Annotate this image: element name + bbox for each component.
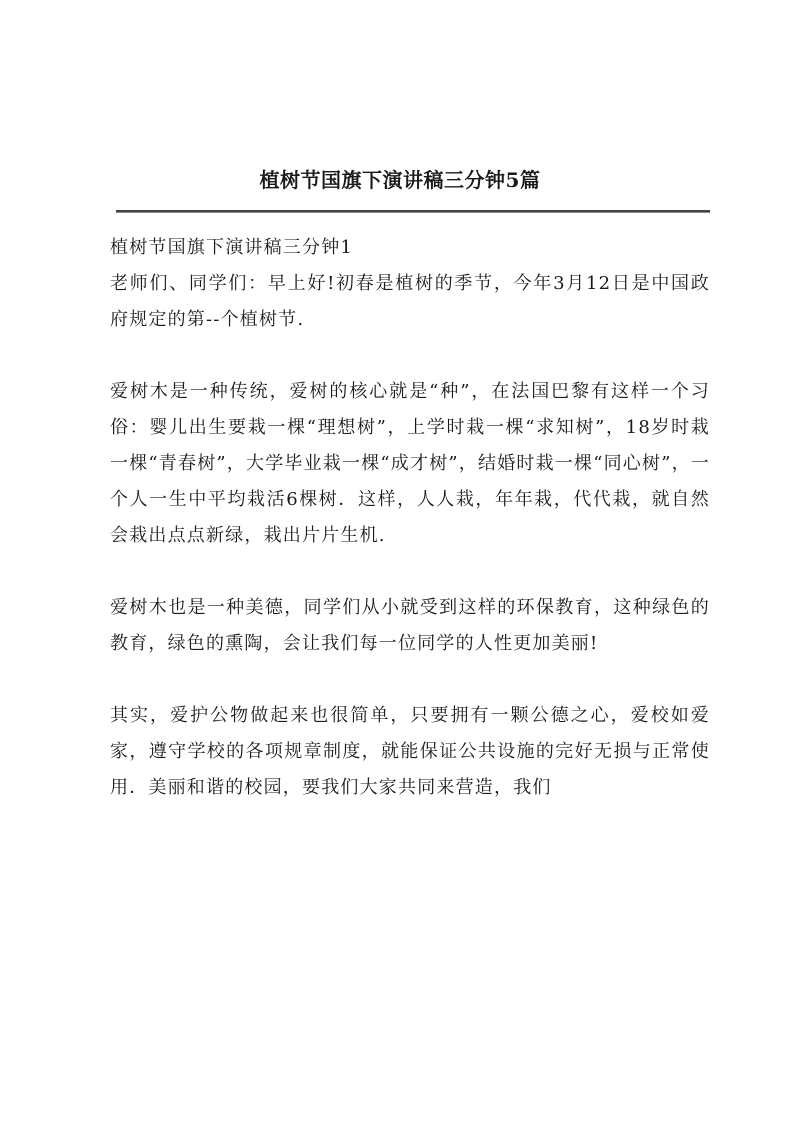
- paragraph-3: 爱树木也是一种美德，同学们从小就受到这样的环保教育，这种绿色的教育，绿色的熏陶，会让我们每一位同学的人性更加美丽!: [110, 597, 710, 654]
- section-heading: 植树节国旗下演讲稿三分钟1: [110, 237, 354, 258]
- document-title: 植树节国旗下演讲稿三分钟5篇: [259, 168, 541, 192]
- document-body: [110, 230, 710, 806]
- paragraph-1: 老师们、同学们：早上好!初春是植树的季节，今年3月12日是中国政府规定的第--个植树节.: [110, 273, 710, 330]
- paragraph-2: 爱树木是一种传统，爱树的核心就是“种”，在法国巴黎有这样一个习俗：婴儿出生要栽一棵“理想树”，上学时栽一棵“求知树”，18岁时栽一棵“青春树”，大学毕业栽一棵“成才树”，结婚时栽一棵“同心树”，一个人一生中平均栽活6棵树．这样，人人栽，年年栽，代代栽，就自然会栽出点点新绿，栽出片片生机.: [110, 381, 711, 546]
- paragraph-4: 其实，爱护公物做起来也很简单，只要拥有一颗公德之心，爱校如爱家，遵守学校的各项规章制度，就能保证公共设施的完好无损与正常使用．美丽和谐的校园，要我们大家共同来营造，我们: [110, 705, 710, 798]
- title-divider: [116, 210, 710, 213]
